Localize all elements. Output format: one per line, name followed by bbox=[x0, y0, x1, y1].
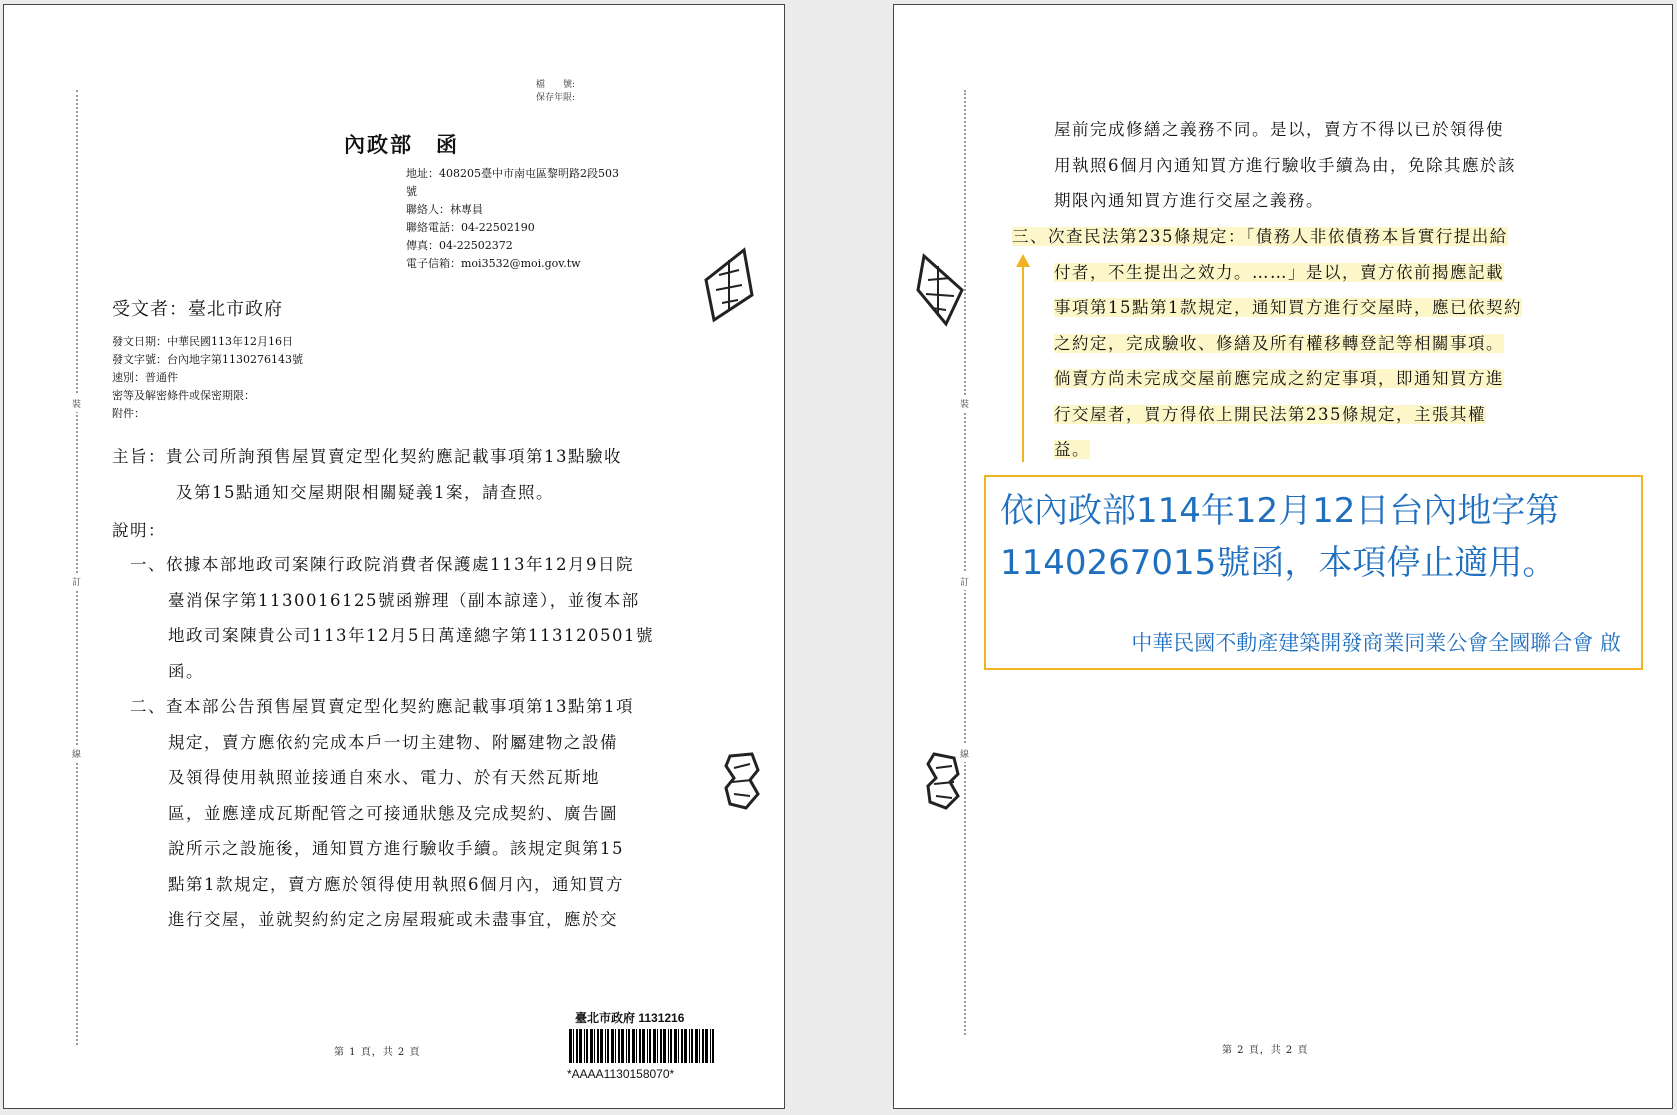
barcode-bar bbox=[695, 1029, 698, 1063]
suspension-notice-box bbox=[984, 475, 1643, 670]
text-line: 進行交屋，並就契約約定之房屋瑕疵或未盡事宜，應於交 bbox=[168, 910, 618, 929]
issue-number: 發文字號：台內地字第1130276143號 bbox=[112, 353, 303, 366]
highlighted-text-line: 之約定，完成驗收、修繕及所有權移轉登記等相關事項。 bbox=[1054, 333, 1504, 353]
sender-address-cont: 號 bbox=[406, 185, 417, 198]
barcode-bar bbox=[702, 1029, 704, 1063]
binding-mark-line: 線 bbox=[960, 745, 969, 762]
text-line: 點第1款規定，賣方應於領得使用執照6個月內，通知買方 bbox=[168, 874, 624, 894]
document-title: 內政部 函 bbox=[344, 132, 459, 157]
explanation-label: 說明： bbox=[112, 521, 166, 540]
contact-phone: 聯絡電話：04-22502190 bbox=[406, 221, 535, 234]
binding-mark-bind: 裝 bbox=[72, 395, 81, 412]
page-seal-icon bbox=[924, 750, 962, 812]
barcode-bar bbox=[668, 1029, 669, 1063]
barcode-bar bbox=[636, 1029, 637, 1063]
barcode-bar bbox=[590, 1029, 593, 1063]
explanation-item-3 bbox=[1012, 219, 1522, 468]
contact-fax: 傳真：04-22502372 bbox=[406, 239, 513, 252]
barcode-bar bbox=[600, 1029, 603, 1063]
barcode-bar bbox=[618, 1029, 620, 1063]
arrow-up-icon bbox=[1016, 254, 1030, 267]
suspension-notice-text: 依內政部114年12月12日台內地字第1140267015號函，本項停止適用。 bbox=[1000, 491, 1560, 583]
barcode-bar bbox=[670, 1029, 672, 1063]
text-line: 二、查本部公告預售屋買賣定型化契約應記載事項第13點第1項 bbox=[130, 697, 634, 716]
barcode-icon bbox=[567, 1029, 717, 1063]
binding-mark-staple: 訂 bbox=[72, 573, 81, 590]
barcode-bar bbox=[605, 1029, 606, 1063]
barcode-bar bbox=[586, 1029, 588, 1063]
receipt-stamp-text: 臺北市政府 1131216 bbox=[575, 1011, 685, 1025]
retention-label: 保存年限: bbox=[536, 93, 576, 103]
barcode-bar bbox=[632, 1029, 635, 1063]
binding-mark-line: 線 bbox=[72, 745, 81, 762]
text-line: 規定，賣方應依約完成本戶一切主建物、附屬建物之設備 bbox=[168, 732, 618, 752]
annotation-arrow-line bbox=[1022, 262, 1024, 462]
binding-line bbox=[964, 90, 966, 1035]
text-line: 地政司案陳貴公司113年12月5日萬達總字第113120501號 bbox=[168, 626, 654, 645]
attachments: 附件： bbox=[112, 407, 145, 420]
binding-line bbox=[76, 90, 78, 1045]
barcode-bar bbox=[594, 1029, 595, 1063]
barcode-number: *AAAA1130158070* bbox=[567, 1067, 675, 1081]
file-number-label: 檔 號: bbox=[536, 80, 576, 90]
barcode-bar bbox=[642, 1029, 645, 1063]
barcode-bar bbox=[639, 1029, 641, 1063]
highlighted-text-line: 倘賣方尚未完成交屋前應完成之約定事項，即通知買方進 bbox=[1054, 369, 1504, 388]
barcode-bar bbox=[674, 1029, 677, 1063]
notice-signature: 中華民國不動產建築開發商業同業公會全國聯合會 啟 bbox=[1131, 631, 1621, 655]
barcode-bar bbox=[607, 1029, 609, 1063]
barcode-bar bbox=[689, 1029, 690, 1063]
barcode-bar bbox=[710, 1029, 711, 1063]
receipt-barcode bbox=[567, 1009, 727, 1081]
contact-person: 聯絡人：林專員 bbox=[406, 203, 483, 216]
document-page-1 bbox=[3, 4, 785, 1109]
text-line: 說所示之設施後，通知買方進行驗收手續。該規定與第15 bbox=[168, 839, 624, 858]
barcode-bar bbox=[705, 1029, 708, 1063]
binding-mark-bind: 裝 bbox=[960, 395, 969, 412]
barcode-bar bbox=[576, 1029, 578, 1063]
corner-seal-icon bbox=[704, 245, 754, 325]
sender-address: 地址：408205臺中市南屯區黎明路2段503 bbox=[406, 167, 619, 180]
recipient: 受文者：臺北市政府 bbox=[112, 299, 283, 320]
barcode-bar bbox=[573, 1029, 574, 1063]
corner-seal-icon bbox=[916, 250, 964, 328]
barcode-bar bbox=[657, 1029, 658, 1063]
barcode-bar bbox=[597, 1029, 599, 1063]
highlighted-text-line: 三、次查民法第235條規定：「債務人非依債務本旨實行提出給 bbox=[1012, 227, 1508, 246]
binding-mark-staple: 訂 bbox=[960, 573, 969, 590]
barcode-bar bbox=[569, 1029, 572, 1063]
text-line: 一、依據本部地政司案陳行政院消費者保護處113年12月9日院 bbox=[130, 555, 634, 574]
secrecy-level: 密等及解密條件或保密期限： bbox=[112, 389, 255, 402]
highlighted-text-line: 付者，不生提出之效力。……」是以，賣方依前揭應記載 bbox=[1054, 262, 1504, 282]
barcode-bar bbox=[681, 1029, 683, 1063]
highlighted-text-line: 行交屋者，買方得依上開民法第235條規定，主張其權 bbox=[1054, 404, 1486, 424]
explanation-item-2 bbox=[130, 689, 634, 938]
page-seal-icon bbox=[722, 750, 762, 812]
text-line: 屋前完成修繕之義務不同。是以，賣方不得以已於領得使 bbox=[1054, 120, 1504, 139]
barcode-bar bbox=[699, 1029, 700, 1063]
barcode-bar bbox=[663, 1029, 666, 1063]
delivery-speed: 速別：普通件 bbox=[112, 371, 178, 384]
barcode-bar bbox=[678, 1029, 679, 1063]
explanation-item-1 bbox=[130, 547, 654, 689]
text-line: 函。 bbox=[168, 661, 204, 681]
barcode-bar bbox=[626, 1029, 627, 1063]
page-number: 第 2 頁，共 2 頁 bbox=[1222, 1045, 1309, 1056]
continued-text bbox=[1054, 112, 1516, 219]
issue-date: 發文日期：中華民國113年12月16日 bbox=[112, 335, 293, 348]
barcode-bar bbox=[649, 1029, 651, 1063]
barcode-bar bbox=[611, 1029, 614, 1063]
barcode-bar bbox=[653, 1029, 656, 1063]
text-line: 區，並應達成瓦斯配管之可接通狀態及完成契約、廣告圖 bbox=[168, 803, 618, 823]
barcode-bar bbox=[584, 1029, 585, 1063]
barcode-bar bbox=[615, 1029, 616, 1063]
text-line: 臺消保字第1130016125號函辦理（副本諒達），並復本部 bbox=[168, 590, 640, 610]
barcode-bar bbox=[621, 1029, 624, 1063]
barcode-bar bbox=[628, 1029, 630, 1063]
barcode-bar bbox=[647, 1029, 648, 1063]
highlighted-text-line: 益。 bbox=[1054, 440, 1090, 459]
barcode-bar bbox=[684, 1029, 687, 1063]
subject-line-1: 主旨：貴公司所詢預售屋買賣定型化契約應記載事項第13點驗收 bbox=[112, 447, 622, 466]
contact-email: 電子信箱：moi3532@moi.gov.tw bbox=[406, 257, 581, 270]
barcode-bar bbox=[579, 1029, 582, 1063]
page-number: 第 1 頁，共 2 頁 bbox=[334, 1047, 421, 1058]
highlighted-text-line: 事項第15點第1款規定，通知買方進行交屋時，應已依契約 bbox=[1054, 298, 1522, 317]
barcode-bar bbox=[660, 1029, 662, 1063]
text-line: 及領得使用執照並接通自來水、電力、於有天然瓦斯地 bbox=[168, 768, 600, 787]
text-line: 用執照6個月內通知買方進行驗收手續為由，免除其應於該 bbox=[1054, 155, 1516, 175]
barcode-bar bbox=[712, 1029, 714, 1063]
barcode-bar bbox=[691, 1029, 693, 1063]
subject-line-2: 及第15點通知交屋期限相關疑義1案，請查照。 bbox=[176, 483, 554, 502]
text-line: 期限內通知買方進行交屋之義務。 bbox=[1054, 191, 1324, 210]
